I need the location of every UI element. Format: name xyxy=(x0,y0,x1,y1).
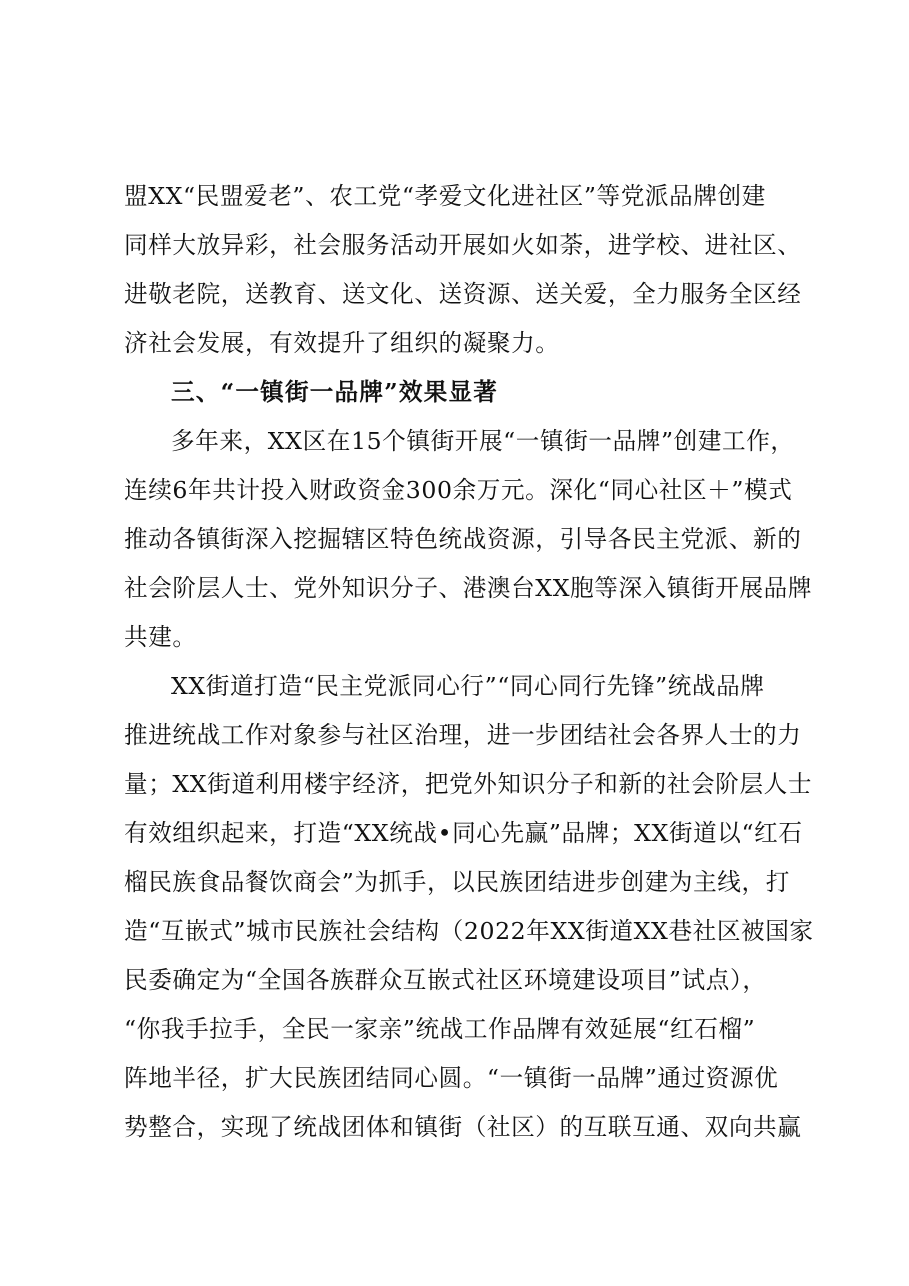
paragraph-line: 阵地半径，扩大民族团结同心圆。“一镇街一品牌”通过资源优 xyxy=(124,1064,779,1092)
paragraph-line: 济社会发展，有效提升了组织的凝聚力。 xyxy=(124,329,560,357)
paragraph-line: XX街道打造“民主党派同心行”“同心同行先锋”统战品牌 xyxy=(171,672,765,700)
paragraph-line: 推动各镇街深入挖掘辖区特色统战资源，引导各民主党派、新的 xyxy=(124,525,802,553)
paragraph-line: 民委确定为“全国各族群众互嵌式社区环境建设项目”试点）， xyxy=(124,966,767,994)
paragraph-line: 榴民族食品餐饮商会”为抓手，以民族团结进步创建为主线，打 xyxy=(124,868,790,896)
paragraph-line: 势整合，实现了统战团体和镇街（社区）的互联互通、双向共赢 xyxy=(124,1113,802,1141)
paragraph-line: 盟XX“民盟爱老”、农工党“孝爱文化进社区”等党派品牌创建 xyxy=(124,182,766,210)
paragraph-line: 进敬老院，送教育、送文化、送资源、送关爱，全力服务全区经 xyxy=(124,280,802,308)
paragraph-line: 量；XX街道利用楼宇经济，把党外知识分子和新的社会阶层人士 xyxy=(124,770,813,798)
paragraph-line: 连续6年共计投入财政资金300余万元。深化“同心社区＋”模式 xyxy=(124,476,793,504)
paragraph-line: 推进统战工作对象参与社区治理，进一步团结社会各界人士的力 xyxy=(124,721,802,749)
paragraph-line: 共建。 xyxy=(124,623,197,651)
paragraph-line: 社会阶层人士、党外知识分子、港澳台XX胞等深入镇街开展品牌 xyxy=(124,574,813,602)
section-heading: 三、“一镇街一品牌”效果显著 xyxy=(171,378,499,406)
paragraph-line: 有效组织起来，打造“XX统战•同心先赢”品牌；XX街道以“红石 xyxy=(124,819,803,847)
paragraph-line: “你我手拉手，全民一家亲”统战工作品牌有效延展“红石榴” xyxy=(124,1015,756,1043)
paragraph-line: 多年来，XX区在15个镇街开展“一镇街一品牌”创建工作， xyxy=(171,427,795,455)
paragraph-line: 造“互嵌式”城市民族社会结构（2022年XX街道XX巷社区被国家 xyxy=(124,917,814,945)
paragraph-line: 同样大放异彩，社会服务活动开展如火如荼，进学校、进社区、 xyxy=(124,231,802,259)
